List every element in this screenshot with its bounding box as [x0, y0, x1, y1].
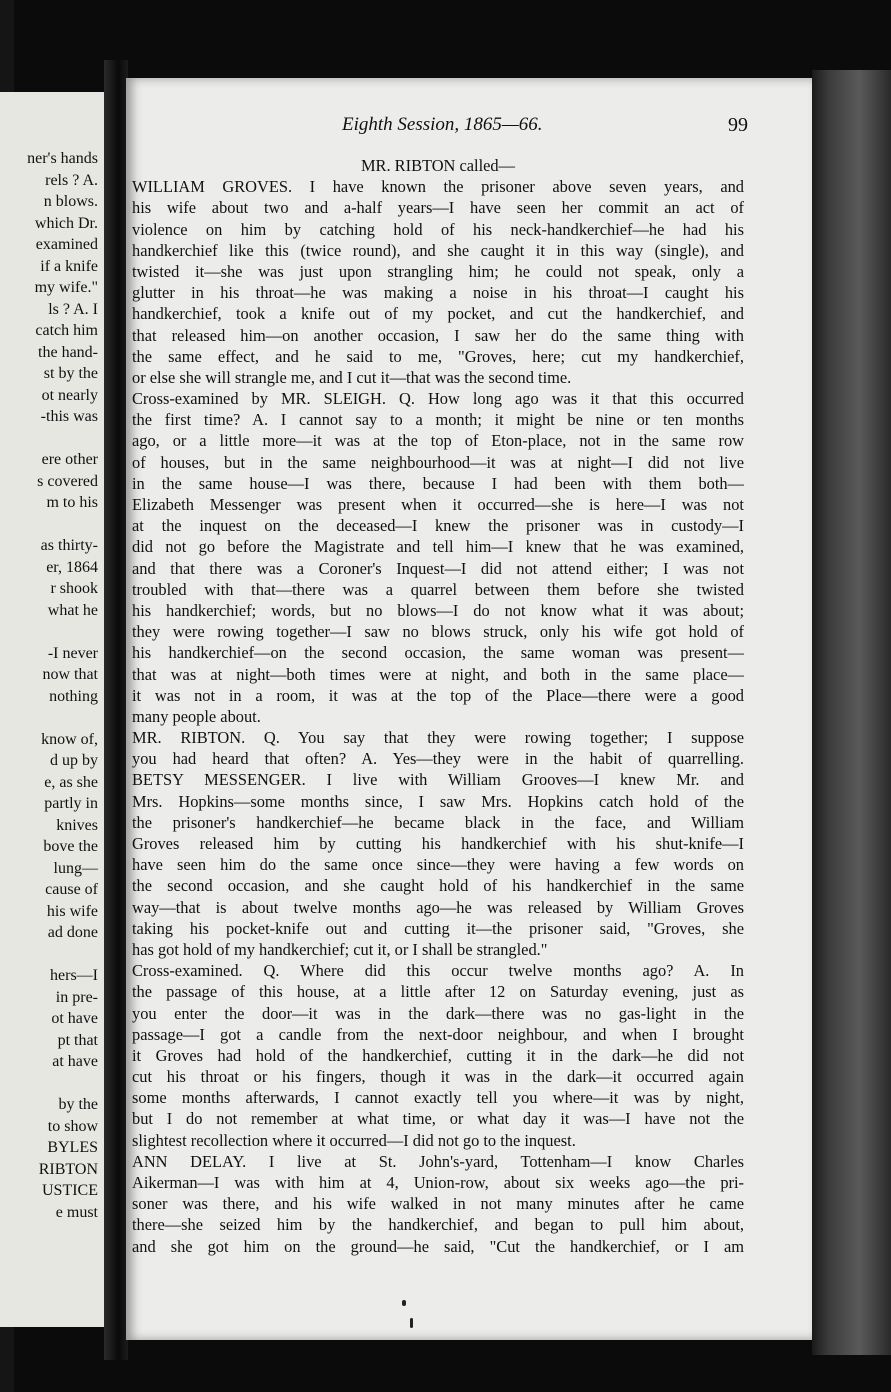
text-line: Cross-examined. Q. Where did this occur twelve months ago? A. In	[132, 961, 744, 981]
text-line: his handkerchief—on the second occasion, the same woman was present—	[132, 643, 744, 663]
text-line: slightest recollection where it occurred—I did not go to the inquest.	[132, 1130, 576, 1150]
text-line: BETSY MESSENGER. I live with William Grooves—I knew Mr. and	[132, 770, 744, 790]
text-line: MR. RIBTON. Q. You say that they were rowing together; I suppose	[132, 728, 744, 748]
book-gutter	[104, 60, 128, 1360]
left-page-line: -this was	[40, 408, 98, 425]
left-facing-page-fragment	[0, 92, 107, 1327]
left-page-line: if a knife	[40, 257, 98, 275]
left-page-line: his wife	[46, 902, 98, 920]
text-line: many people about.	[132, 706, 261, 726]
left-page-line: ner's hands	[27, 150, 98, 167]
left-page-line: d up by	[50, 752, 98, 769]
left-page-line: ad done	[47, 924, 98, 941]
text-line: the first time? A. I cannot say to a month; it might be nine or ten months	[132, 410, 744, 430]
running-title: Eighth Session, 1865—66.	[342, 114, 543, 135]
body-text	[132, 155, 744, 1257]
text-line: has got hold of my handkerchief; cut it, or I shall be strangled."	[132, 939, 548, 959]
text-line: but I do not remember at what time, or what day it was—I have not the	[132, 1109, 744, 1129]
text-line: in the same house—I was there, because I had been with them both—	[132, 473, 744, 493]
text-line: his handkerchief; words, but no blows—I do not know what it was about;	[132, 600, 744, 620]
print-speck	[410, 1318, 413, 1328]
text-line: handkerchief, took a knife out of my pocket, and cut the handkerchief, and	[132, 304, 744, 324]
text-line: WILLIAM GROVES. I have known the prisoner above seven years, and	[132, 177, 744, 197]
page-number: 99	[728, 114, 748, 136]
left-page-line: er, 1864	[46, 558, 98, 576]
left-page-line: m to his	[46, 494, 98, 511]
left-page-line: now that	[42, 666, 98, 683]
text-line: the passage of this house, at a little after 12 on Saturday evening, just as	[132, 982, 744, 1002]
text-line: soner was there, and his wife walked in not many minutes after he came	[132, 1194, 744, 1214]
text-line: Cross-examined by MR. SLEIGH. Q. How long ago was it that this occurred	[132, 389, 744, 409]
print-speck	[402, 1300, 406, 1306]
text-line: at the inquest on the deceased—I knew the prisoner was in custody—I	[132, 516, 744, 536]
text-line: that released him—on another occasion, I saw her do the same thing with	[132, 325, 744, 345]
left-page-line: the hand-	[38, 343, 98, 361]
left-page-line: which Dr.	[34, 214, 98, 232]
text-line: some months afterwards, I cannot exactly tell you where—it was by night,	[132, 1088, 744, 1108]
left-page-line: know of,	[41, 730, 98, 748]
text-line: troubled with that—there was a quarrel between them before she twisted	[132, 579, 744, 599]
left-page-line: ot nearly	[41, 386, 98, 404]
text-line: that was at night—both times were at night, and both in the same place—	[132, 664, 744, 684]
left-page-line: to show	[47, 1117, 98, 1135]
page-header	[126, 114, 812, 144]
text-line: or else she will strangle me, and I cut it—that was the second time.	[132, 367, 572, 387]
text-line: you had heard that often? A. Yes—they were in the habit of quarrelling.	[132, 749, 744, 769]
text-line: the second occasion, and she caught hold of his handkerchief in the same	[132, 876, 744, 896]
text-line: Aikerman—I was with him at 4, Union-row, about six weeks ago—the pri-	[132, 1173, 744, 1192]
left-page-line: -I never	[47, 644, 98, 662]
left-page-line: ere other	[41, 451, 98, 468]
text-line: Mrs. Hopkins—some months since, I saw Mrs. Hopkins catch hold of the	[132, 791, 744, 811]
left-page-line: lung—	[53, 859, 98, 877]
left-page-line: USTICE	[42, 1182, 98, 1199]
left-page-line: my wife."	[34, 279, 98, 296]
text-line: passage—I got a candle from the next-door neighbour, and when I brought	[132, 1024, 744, 1044]
left-page-line: e, as she	[44, 773, 98, 791]
text-line: MR. RIBTON called—	[360, 156, 516, 175]
text-line: you enter the door—it was in the dark—there was no gas-light in the	[132, 1003, 744, 1023]
text-line: handkerchief like this (twice round), and she caught it in this way (single), and	[132, 240, 744, 260]
left-page-line: in pre-	[55, 988, 98, 1006]
text-line: glutter in his throat—he was making a noise in his throat—I caught his	[132, 283, 744, 303]
text-line: and she got him on the ground—he said, "Cut the handkerchief, or I am	[132, 1236, 744, 1256]
text-line: twisted it—she was just upon strangling him; he could not speak, only a	[132, 261, 744, 281]
left-page-line: pt that	[57, 1031, 98, 1049]
text-line: cut his throat or his fingers, though it was in the dark—it occurred again	[132, 1067, 744, 1087]
text-line: of houses, but in the same neighbourhood—it was at night—I did not live	[132, 452, 744, 472]
left-page-line: s covered	[37, 472, 98, 490]
left-page-line: rels ? A.	[45, 171, 98, 189]
left-page-line: ot have	[51, 1010, 98, 1027]
left-page-line: as thirty-	[40, 537, 98, 554]
text-line: ago, or a little more—it was at the top of Eton-place, not in the same row	[132, 431, 744, 451]
text-line: his wife about two and a-half years—I have seen her commit an act of	[132, 198, 744, 218]
text-line: and that there was a Coroner's Inquest—I did not attend either; I was not	[132, 558, 744, 578]
text-line: it was not in a room, it was at the top of the Place—there were a good	[132, 685, 744, 705]
left-page-line: r shook	[50, 580, 98, 597]
left-page-line: n blows.	[43, 193, 98, 210]
left-page-line: at have	[52, 1053, 98, 1070]
left-page-line: ls ? A. I	[48, 300, 98, 318]
text-line: the same effect, and he said to me, "Groves, here; cut my handkerchief,	[132, 346, 744, 366]
left-page-line: catch him	[35, 322, 98, 339]
left-page-line: nothing	[49, 687, 98, 705]
text-line: there—she seized him by the handkerchief, and began to pull him about,	[132, 1215, 744, 1235]
text-line: it Groves had hold of the handkerchief, cutting it in the dark—he did not	[132, 1045, 744, 1065]
left-page-line: RIBTON	[38, 1160, 98, 1178]
left-page-line: what he	[47, 601, 98, 619]
left-page-line: bove the	[43, 838, 98, 855]
left-page-line: cause of	[45, 881, 98, 898]
text-line: taking his pocket-knife out and cutting it—the prisoner said, "Groves, she	[132, 918, 744, 938]
text-line: ANN DELAY. I live at St. John's-yard, Tottenham—I know Charles	[132, 1151, 744, 1171]
left-page-line: hers—I	[50, 967, 98, 984]
text-line: way—that is about twelve months ago—he was released by William Groves	[132, 897, 744, 917]
page-edge-shadow	[812, 70, 891, 1355]
text-line: Groves released him by cutting his handkerchief with his shut-knife—I	[132, 834, 744, 853]
left-page-line: examined	[35, 236, 98, 253]
left-page-line: BYLES	[47, 1139, 98, 1156]
left-page-line: by the	[58, 1096, 98, 1113]
left-page-line: partly in	[44, 795, 98, 812]
text-line: have seen him do the same once since—they were having a few words on	[132, 855, 744, 875]
left-page-line: knives	[56, 816, 98, 834]
left-page-line: st by the	[43, 365, 98, 382]
text-line: Elizabeth Messenger was present when it occurred—she is here—I was not	[132, 495, 744, 514]
text-line: violence on him by catching hold of his neck-handkerchief—he had his	[132, 219, 744, 239]
text-line: did not go before the Magistrate and tell him—I knew that he was examined,	[132, 537, 744, 557]
text-line: they were rowing together—I saw no blows struck, only his wife got hold of	[132, 622, 744, 642]
left-page-line: e must	[55, 1203, 98, 1221]
text-line: the prisoner's handkerchief—he became black in the face, and William	[132, 812, 744, 832]
